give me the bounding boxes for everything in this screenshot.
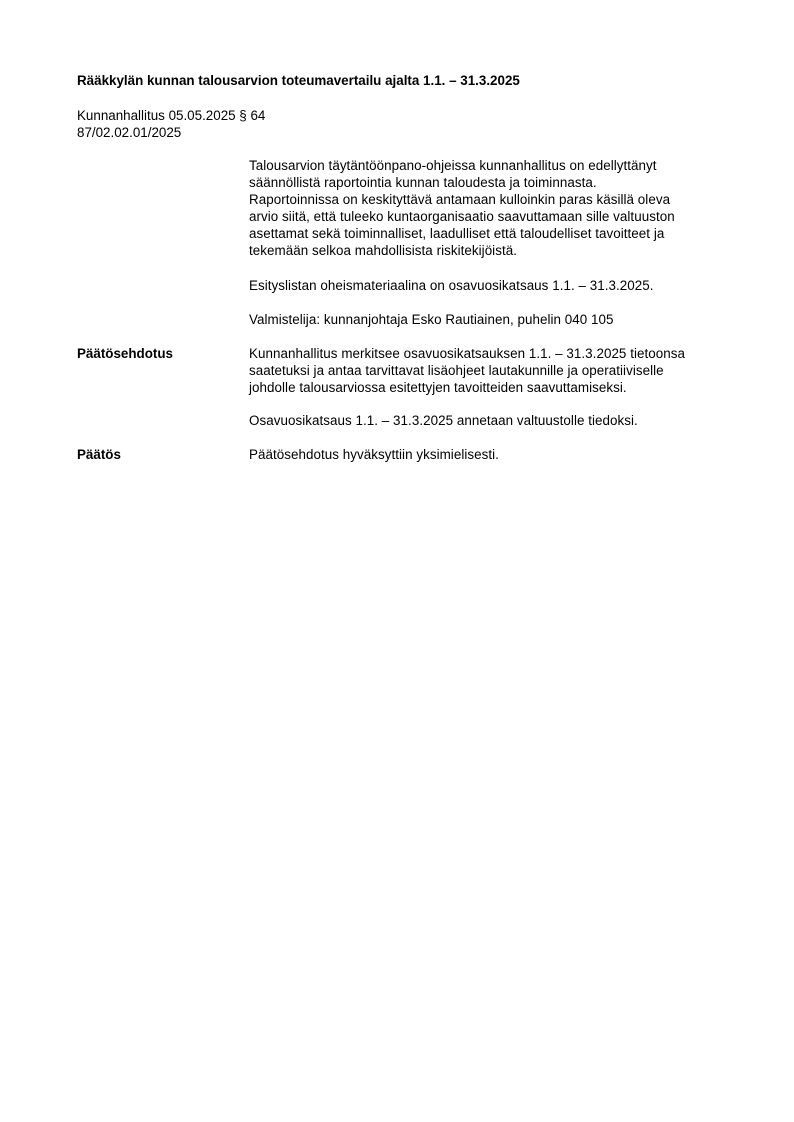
decision-text: Päätösehdotus hyväksyttiin yksimielisesti. xyxy=(249,447,499,462)
proposal-line: saatetuksi ja antaa tarvittavat lisäohjeet lautakunnille ja operatiiviselle xyxy=(249,363,664,378)
intro-paragraph xyxy=(249,157,729,259)
document-title: Rääkkylän kunnan talousarvion toteumavertailu ajalta 1.1. – 31.3.2025 xyxy=(77,73,520,88)
proposal-line: Kunnanhallitus merkitsee osavuosikatsauksen 1.1. – 31.3.2025 tietoonsa xyxy=(249,346,686,361)
intro-line: Raportoinnissa on keskityttävä antamaan kulloinkin paras käsillä oleva xyxy=(249,192,671,207)
intro-line: Talousarvion täytäntöönpano-ohjeissa kunnanhallitus on edellyttänyt xyxy=(249,158,657,173)
attachment-note: Esityslistan oheismateriaalina on osavuosikatsaus 1.1. – 31.3.2025. xyxy=(249,278,654,293)
record-id: 87/02.02.01/2025 xyxy=(77,125,182,140)
meeting-info xyxy=(77,107,265,141)
intro-line: arvio siitä, että tuleeko kuntaorganisaatio saavuttamaan sille valtuuston xyxy=(249,209,675,224)
proposal-second-paragraph: Osavuosikatsaus 1.1. – 31.3.2025 annetaan valtuustolle tiedoksi. xyxy=(249,413,638,428)
proposal-paragraph xyxy=(249,345,729,396)
preparer-line: Valmistelija: kunnanjohtaja Esko Rautiainen, puhelin 040 105 xyxy=(249,312,614,327)
intro-line: asettamat sekä toiminnalliset, laadulliset että taloudelliset tavoitteet ja xyxy=(249,226,665,241)
meeting-reference: Kunnanhallitus 05.05.2025 § 64 xyxy=(77,108,266,123)
proposal-label: Päätösehdotus xyxy=(77,346,173,361)
intro-line: säännöllistä raportointia kunnan taloudesta ja toiminnasta. xyxy=(249,175,597,190)
intro-line: tekemään selkoa mahdollisista riskitekijöistä. xyxy=(249,243,517,258)
proposal-line: johdolle talousarviossa esitettyjen tavoitteiden saavuttamiseksi. xyxy=(249,380,627,395)
decision-label: Päätös xyxy=(77,447,121,462)
